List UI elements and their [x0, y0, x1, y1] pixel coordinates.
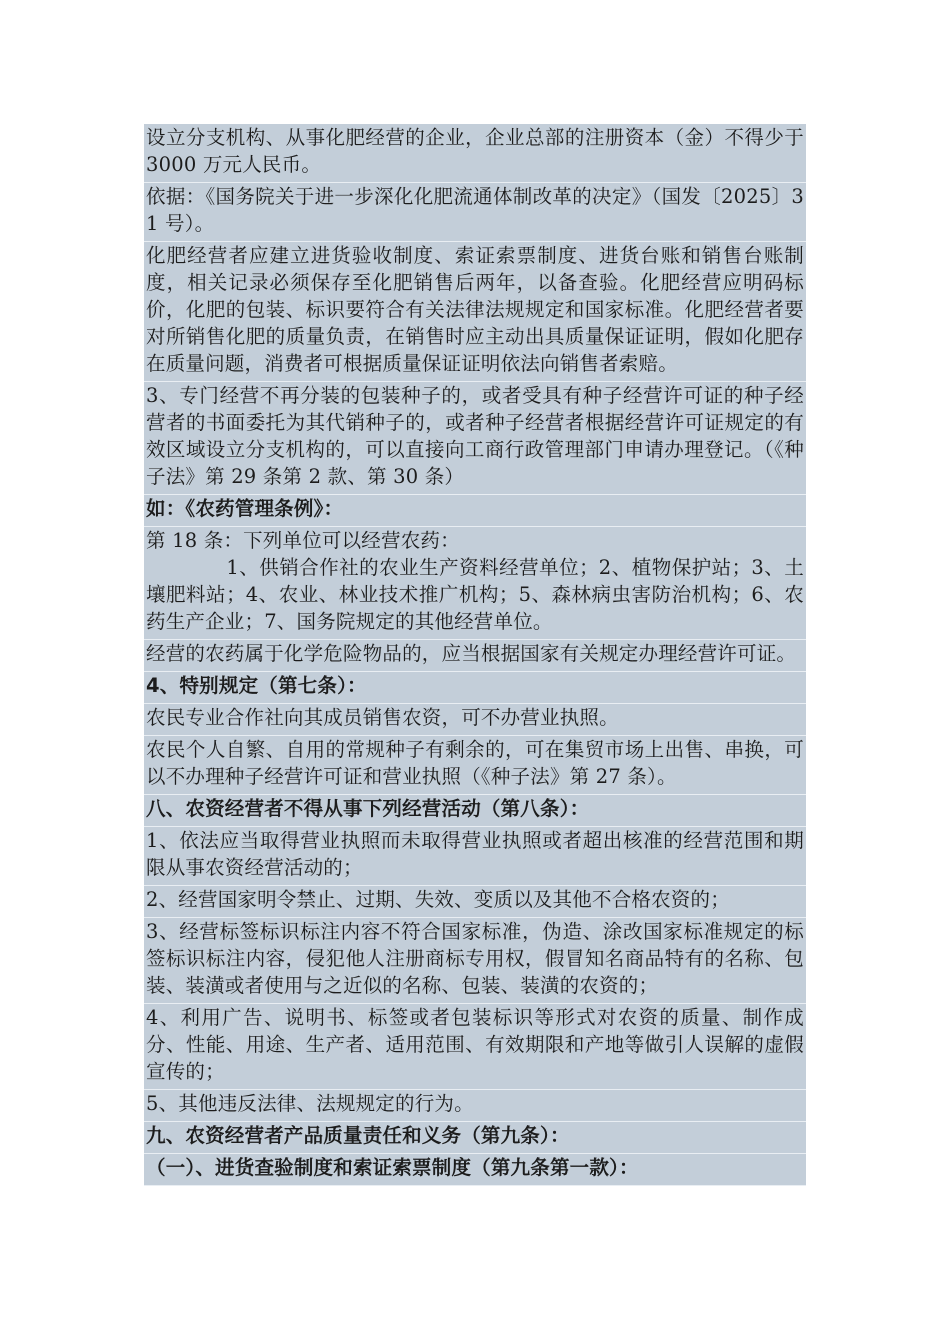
list-item-prohibited-3: 3、经营标签标识标注内容不符合国家标准，伪造、涂改国家标准规定的标签标识标注内容，侵犯他人注册商标专用权，假冒知名商品特有的名称、包装、装潢或者使用与之近似的名称、包装、装潢的农资的； — [144, 918, 806, 1004]
heading-inspection-system: （一）、进货查验制度和索证索票制度（第九条第一款）： — [144, 1154, 806, 1186]
heading-special-provisions: 4、特别规定（第七条）： — [144, 672, 806, 704]
paragraph-registered-capital: 设立分支机构、从事化肥经营的企业，企业总部的注册资本（金）不得少于 3000 万元人民币。 — [144, 124, 806, 183]
document-body — [144, 124, 811, 1186]
paragraph-fertilizer-obligations: 化肥经营者应建立进货验收制度、索证索票制度、进货台账和销售台账制度，相关记录必须保存至化肥销售后两年，以备查验。化肥经营应明码标价，化肥的包装、标识要符合有关法律法规规定和国家标准。化肥经营者要对所销售化肥的质量负责，在销售时应主动出具质量保证证明，假如化肥存在质量问题，消费者可根据质量保证证明依法向销售者索赔。 — [144, 242, 806, 382]
paragraph-article-18: 第 18 条：下列单位可以经营农药： 1、供销合作社的农业生产资料经营单位；2、植物保护站；3、土壤肥料站；4、农业、林业技术推广机构；5、森林病虫害防治机构；6、农药生产企业；7、国务院规定的其他经营单位。 — [144, 527, 806, 640]
paragraph-farmer-seed-surplus: 农民个人自繁、自用的常规种子有剩余的，可在集贸市场上出售、串换，可以不办理种子经营许可证和营业执照（《种子法》第 27 条）。 — [144, 736, 806, 795]
heading-prohibited-activities: 八、农资经营者不得从事下列经营活动（第八条）： — [144, 795, 806, 827]
paragraph-cooperative-sales: 农民专业合作社向其成员销售农资，可不办营业执照。 — [144, 704, 806, 736]
list-item-prohibited-5: 5、其他违反法律、法规规定的行为。 — [144, 1090, 806, 1122]
paragraph-seed-registration: 3、专门经营不再分装的包装种子的，或者受具有种子经营许可证的种子经营者的书面委托为其代销种子的，或者种子经营者根据经营许可证规定的有效区域设立分支机构的，可以直接向工商行政管理部门申请办理登记。（《种子法》第 29 条第 2 款、第 30 条） — [144, 382, 806, 495]
list-item-prohibited-1: 1、依法应当取得营业执照而未取得营业执照或者超出核准的经营范围和期限从事农资经营活动的； — [144, 827, 806, 886]
heading-quality-responsibility: 九、农资经营者产品质量责任和义务（第九条）： — [144, 1122, 806, 1154]
list-item-prohibited-2: 2、经营国家明令禁止、过期、失效、变质以及其他不合格农资的； — [144, 886, 806, 918]
list-item-prohibited-4: 4、利用广告、说明书、标签或者包装标识等形式对农资的质量、制作成分、性能、用途、生产者、适用范围、有效期限和产地等做引人误解的虚假宣传的； — [144, 1004, 806, 1090]
heading-pesticide-regulation: 如：《农药管理条例》： — [144, 495, 806, 527]
paragraph-hazardous-pesticide: 经营的农药属于化学危险物品的，应当根据国家有关规定办理经营许可证。 — [144, 640, 806, 672]
paragraph-basis-state-council: 依据：《国务院关于进一步深化化肥流通体制改革的决定》（国发〔2025〕31 号）。 — [144, 183, 806, 242]
